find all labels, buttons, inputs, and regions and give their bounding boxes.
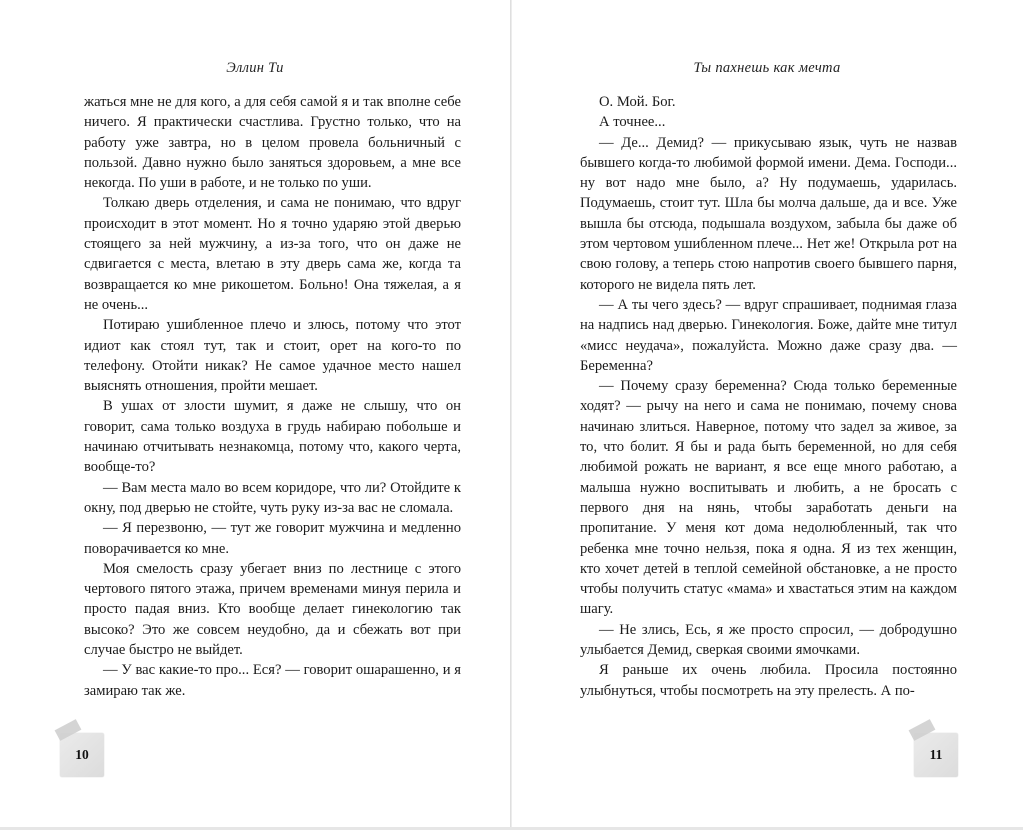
page-number-badge — [60, 733, 104, 777]
paragraph: — Почему сразу беременна? Сюда только беременные ходят? — рычу на него и сама не понимаю, почему снова начинаю злиться. Наверное, потому что задел за живое, за то, что болит. Я бы и рада быть беременной, но для себя любимой рожать не вариант, я все еще много работаю, а малыша нужно воспитывать и любить, а не бросать с первого дня на нянь, чтобы заработать деньги на пропитание. У меня кот дома недолюбленный, так что ребенка мне точно нельзя, пока я одна. Я из тех женщин, кто хочет детей в теплой семейной обстановке, а не просто чтобы получить статус «мама» и хвастаться этим на каждом шагу. — [580, 378, 957, 618]
running-head-title: Ты пахнешь как мечта — [693, 60, 841, 76]
paragraph: О. Мой. Бог. — [599, 94, 676, 110]
left-page — [0, 0, 510, 828]
paragraph: В ушах от злости шумит, я даже не слышу, что он говорит, сама только воздуха в грудь набираю побольше и начинаю отчитывать незнакомца, потому что, какого черта, вообще-то? — [84, 398, 461, 476]
tape-decoration — [909, 719, 936, 741]
right-page — [512, 0, 1022, 828]
paragraph: Толкаю дверь отделения, и сама не понимаю, что вдруг происходит в этот момент. Но я точно ударяю этой дверью стоящего за ней мужчину, а из-за того, что он даже не сдвигается с места, влетаю в эту дверь сама же, когда та возвращается ко мне рикошетом. Больно! Она тяжелая, а я не очень... — [84, 195, 461, 313]
page-number-badge — [914, 733, 958, 777]
paragraph: — Вам места мало во всем коридоре, что ли? Отойдите к окну, под дверью не стойте, чуть руку из-за вас не сломала. — [84, 479, 461, 516]
tape-decoration — [55, 719, 82, 741]
paragraph: — У вас какие-то про... Еся? — говорит ошарашенно, и я замираю так же. — [84, 662, 461, 699]
page-number: 10 — [75, 747, 89, 762]
left-page-text — [84, 92, 461, 701]
paragraph: — Я перезвоню, — тут же говорит мужчина и медленно поворачивается ко мне. — [84, 520, 461, 557]
paragraph: А точнее... — [599, 114, 666, 131]
paragraph: — Не злись, Есь, я же просто спросил, — добродушно улыбается Демид, сверкая своими ямочками. — [580, 621, 957, 659]
page-number: 11 — [929, 747, 943, 762]
paragraph: Я раньше их очень любила. Просила постоянно улыбнуться, чтобы посмотреть на эту прелесть. А по- — [580, 662, 957, 699]
paragraph: — Де... Демид? — прикусываю язык, чуть не назвав бывшего когда-то любимой формой имени. Дема. Господи... ну вот надо мне было, а? Ну подумаешь, ударилась. Подумаешь, стоит тут. Шла бы молча дальше, да и все. Уже вышла бы отсюда, подышала воздухом, забыла бы даже об этом чертовом ушибленном плече... Нет же! Открыла рот на свою голову, а теперь стою напротив своего бывшего парня, которого не видела пять лет. — [580, 134, 957, 293]
paragraph: Потираю ушибленное плечо и злюсь, потому что этот идиот как стоял тут, так и стоит, орет на кого-то по телефону. Отойти никак? Не самое удачное место нашел выяснять отношения, пройти мешает. — [84, 317, 461, 395]
paragraph: — А ты чего здесь? — вдруг спрашивает, поднимая глаза на надпись над дверью. Гинекология. Боже, дайте мне титул «мисс неудача», пожалуйста. Можно даже сразу два. — Беременна? — [580, 296, 957, 374]
running-head-author: Эллин Ти — [226, 60, 284, 76]
right-page-text — [580, 92, 957, 701]
paragraph: жаться мне не для кого, а для себя самой я и так вполне себе ничего. Я практически счастлива. Грустно только, что на работу уже завтра, но в целом провела больничный с пользой. Давно нужно было заняться здоровьем, а мне все некогда. По уши в работе, и не только по уши. — [84, 94, 461, 192]
paragraph: Моя смелость сразу убегает вниз по лестнице с этого чертового пятого этажа, причем временами минуя перила и просто падая вниз. Кто вообще делает гинекологию так высоко? Это же совсем неудобно, да и сбежать вот при случае быстро не выйдет. — [84, 560, 461, 659]
